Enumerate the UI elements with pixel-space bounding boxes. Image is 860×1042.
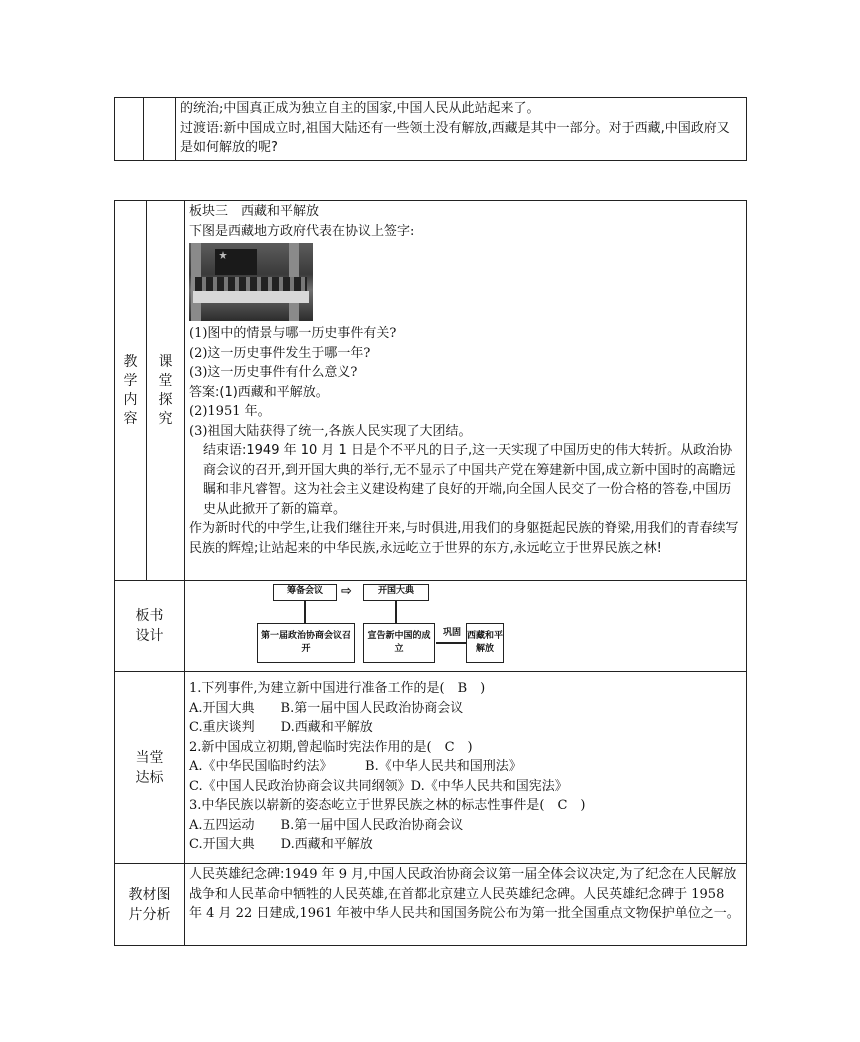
practice-line: A.《中华民国临时约法》 B.《中华人民共和国刑法》 bbox=[189, 759, 522, 775]
practice-line: C.《中国人民政治协商会议共同纲领》D.《中华人民共和国宪法》 bbox=[189, 778, 568, 794]
top-mid-cell bbox=[144, 98, 176, 161]
box-founding-ceremony: 开国大典 bbox=[363, 584, 429, 601]
practice-line: C.开国大典 D.西藏和平解放 bbox=[189, 837, 373, 853]
connector-2 bbox=[395, 601, 397, 623]
signing-photo bbox=[189, 243, 313, 321]
top-line: 的统治;中国真正成为独立自主的国家,中国人民从此站起来了。 bbox=[180, 101, 540, 116]
board-design-label: 板书 设计 bbox=[115, 581, 185, 672]
box-preparation: 筹备会议 bbox=[273, 584, 337, 601]
closing-text: 作为新时代的中学生,让我们继往开来,与时俱进,用我们的身躯挺起民族的脊梁,用我们的青春续写民族的辉煌;让站起来的中华民族,永远屹立于世界的东方,永远屹立于世界民族之林! bbox=[189, 521, 739, 556]
question-1: (1)图中的情景与哪一历史事件有关? bbox=[189, 326, 397, 341]
practice-line: A.五四运动 B.第一届中国人民政治协商会议 bbox=[189, 817, 464, 833]
answer-1: 答案:(1)西藏和平解放。 bbox=[189, 384, 329, 400]
teaching-content-label: 教 学 内 容 bbox=[115, 201, 147, 581]
practice-line: A.开国大典 B.第一届中国人民政治协商会议 bbox=[189, 700, 464, 716]
board-diagram bbox=[185, 581, 746, 671]
class-inquiry-label: 课 堂 探 究 bbox=[147, 201, 185, 581]
box-first-cppcc: 第一届政治协商会议召开 bbox=[257, 623, 355, 663]
arrow-icon: ⇨ bbox=[341, 584, 352, 599]
intro-text: 下图是西藏地方政府代表在协议上签字: bbox=[189, 223, 415, 239]
textbook-analysis-label: 教材图 片分析 bbox=[115, 864, 185, 946]
question-3: (3)这一历史事件有什么意义? bbox=[189, 365, 358, 380]
top-table bbox=[114, 97, 747, 161]
answer-2: (2)1951 年。 bbox=[189, 404, 271, 419]
conclusion-text: 结束语:1949 年 10 月 1 日是个不平凡的日子,这一天实现了中国历史的伟大转折。从政治协商会议的召开,到开国大典的举行,无不显示了中国共产党在筹建新中国,成立新中国时的高瞻远瞩和非凡睿智。这为社会主义建设构建了良好的开端,向全国人民交了一份合格的答卷,中国历史从此掀开了新的篇章。 bbox=[203, 443, 736, 517]
box-new-china: 宣告新中国的成立 bbox=[363, 623, 435, 663]
practice-line: 1.下列事件,为建立新中国进行准备工作的是( B ) bbox=[189, 681, 486, 697]
answer-3: (3)祖国大陆获得了统一,各族人民实现了大团结。 bbox=[189, 423, 472, 439]
section-title: 板块三 西藏和平解放 bbox=[189, 204, 320, 219]
analysis-body: 1949 年 9 月,中国人民政治协商会议第一届全体会议决定,为了纪念在人民解放战争和人民革命中牺牲的人民英雄,在首都北京建立人民英雄纪念碑。人民英雄纪念碑于 1958 年 4 月 22 日建成,1961 年被中华人民共和国国务院公布为第一批全国重点文物保护单位之一。 bbox=[189, 867, 740, 921]
transition-text: 过渡语:新中国成立时,祖国大陆还有一些领土没有解放,西藏是其中一部分。对于西藏,中国政府又是如何解放的呢? bbox=[180, 120, 730, 155]
board-design-cell bbox=[185, 581, 747, 672]
top-left-cell bbox=[115, 98, 144, 161]
consolidate-arrow bbox=[436, 642, 466, 644]
inquiry-content-cell bbox=[185, 201, 747, 581]
top-content-cell bbox=[176, 98, 747, 161]
practice-line: 3.中华民族以崭新的姿态屹立于世界民族之林的标志性事件是( C ) bbox=[189, 798, 586, 814]
main-table bbox=[114, 200, 747, 946]
practice-line: C.重庆谈判 D.西藏和平解放 bbox=[189, 720, 373, 736]
practice-line: 2.新中国成立初期,曾起临时宪法作用的是( C ) bbox=[189, 739, 473, 755]
connector-1 bbox=[304, 601, 306, 623]
analysis-title: 人民英雄纪念碑: bbox=[189, 867, 285, 882]
box-tibet: 西藏和平解放 bbox=[466, 623, 504, 663]
question-2: (2)这一历史事件发生于哪一年? bbox=[189, 345, 371, 361]
consolidate-label: 巩固 bbox=[443, 628, 462, 638]
analysis-cell bbox=[185, 864, 747, 946]
practice-label: 当堂 达标 bbox=[115, 672, 185, 864]
practice-cell bbox=[185, 672, 747, 864]
